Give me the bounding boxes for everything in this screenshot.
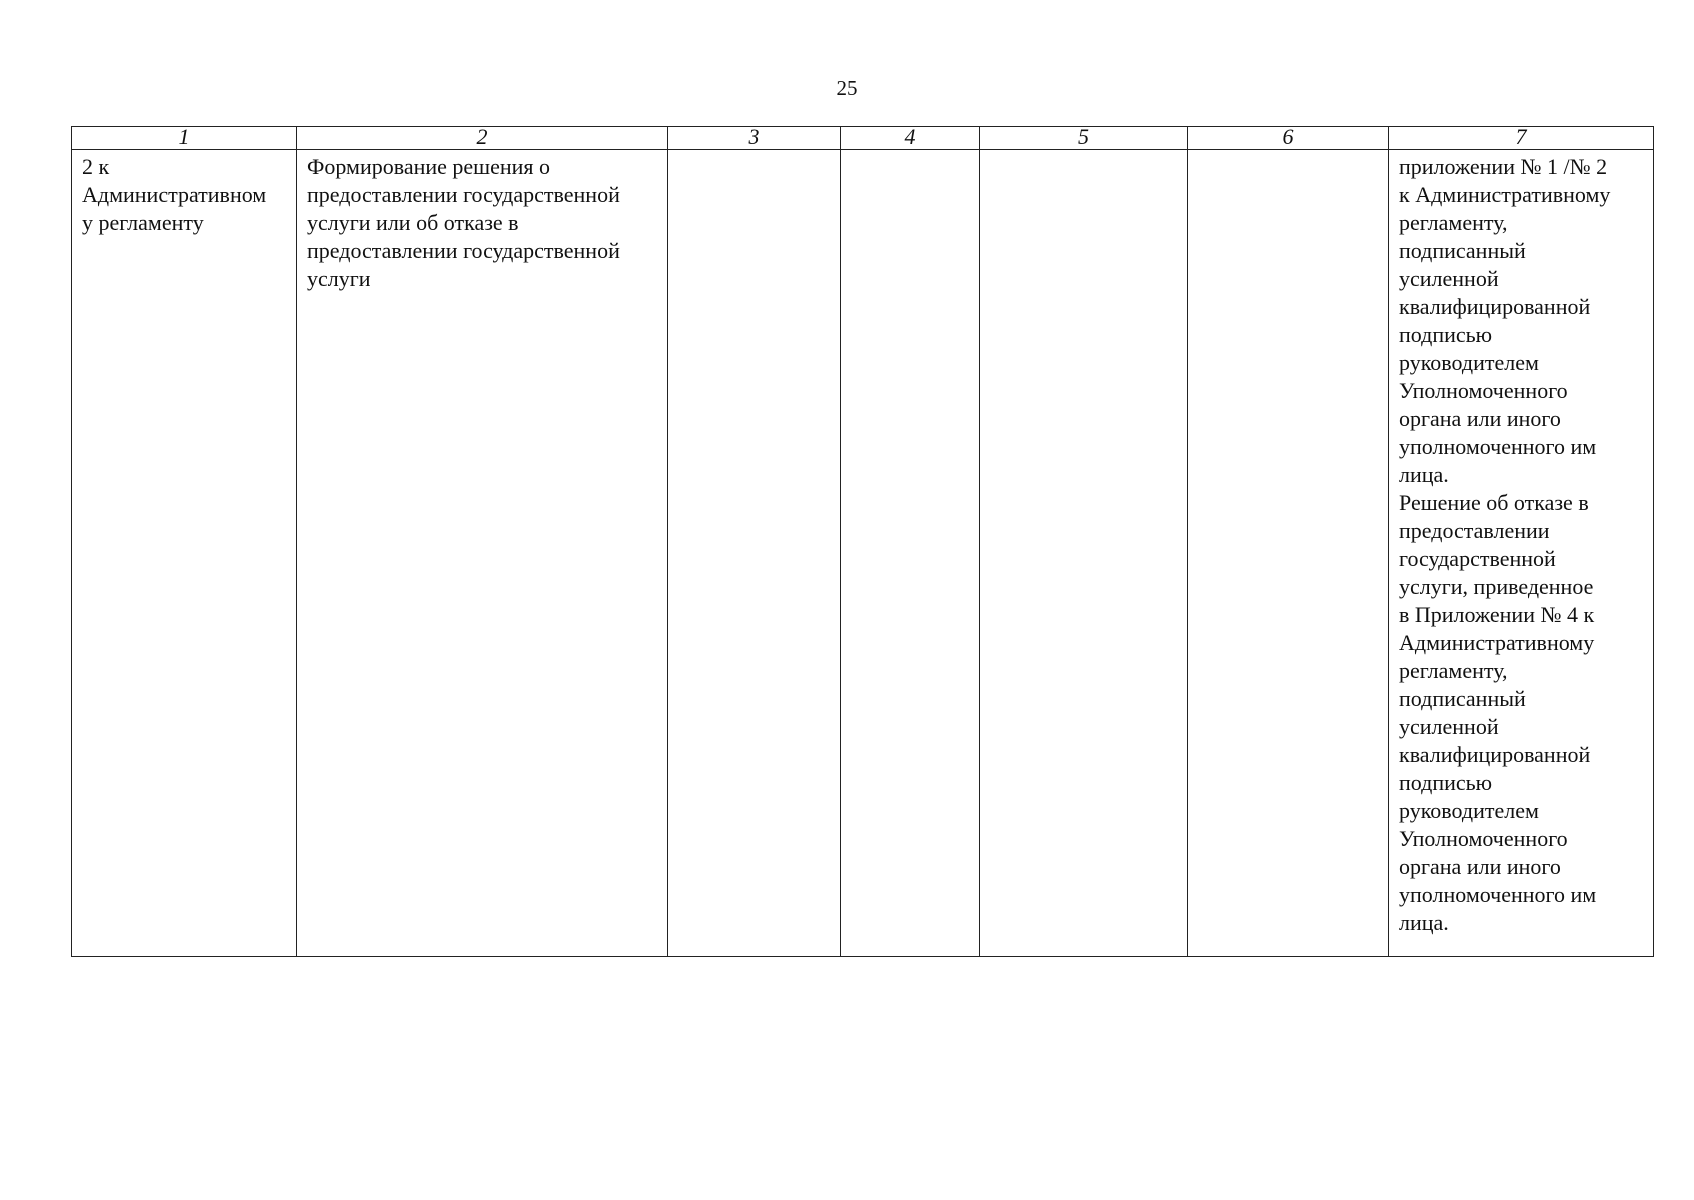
column-header-4: 4 [841, 127, 980, 150]
cell-col-4 [841, 150, 980, 957]
column-header-6: 6 [1188, 127, 1389, 150]
cell-col-2 [297, 150, 668, 957]
cell-text-col-7: приложении № 1 /№ 2 к Административному регламенту, подписанный усиленной квалифицированной подписью руководителем Уполномоченного органа или иного уполномоченного им лица. Решение об отказе в предоставлении государственной услуги, приведенное в Приложении № 4 к Административному регламенту, подписанный усиленной квалифицированной подписью руководителем Уполномоченного органа или иного уполномоченного им лица. [1399, 154, 1611, 935]
cell-text-col-2: Формирование решения о предоставлении государственной услуги или об отказе в предоставлении государственной услуги [307, 154, 620, 291]
page-number: 25 [836, 76, 858, 100]
cell-col-6 [1188, 150, 1389, 957]
cell-col-1 [72, 150, 297, 957]
cell-text-col-6 [1188, 150, 1388, 153]
column-number-row [72, 127, 1654, 150]
column-header-7: 7 [1389, 127, 1654, 150]
cell-col-5 [980, 150, 1188, 957]
column-header-5: 5 [980, 127, 1188, 150]
column-header-3: 3 [668, 127, 841, 150]
cell-text-col-3 [668, 150, 840, 153]
cell-col-3 [668, 150, 841, 957]
cell-col-7 [1389, 150, 1654, 957]
column-header-1: 1 [72, 127, 297, 150]
cell-text-col-1: 2 к Административном у регламенту [82, 154, 267, 235]
service-procedure-table [71, 126, 1654, 957]
cell-text-col-5 [980, 150, 1187, 153]
table-row [72, 150, 1654, 957]
column-header-2: 2 [297, 127, 668, 150]
cell-text-col-4 [841, 150, 979, 153]
